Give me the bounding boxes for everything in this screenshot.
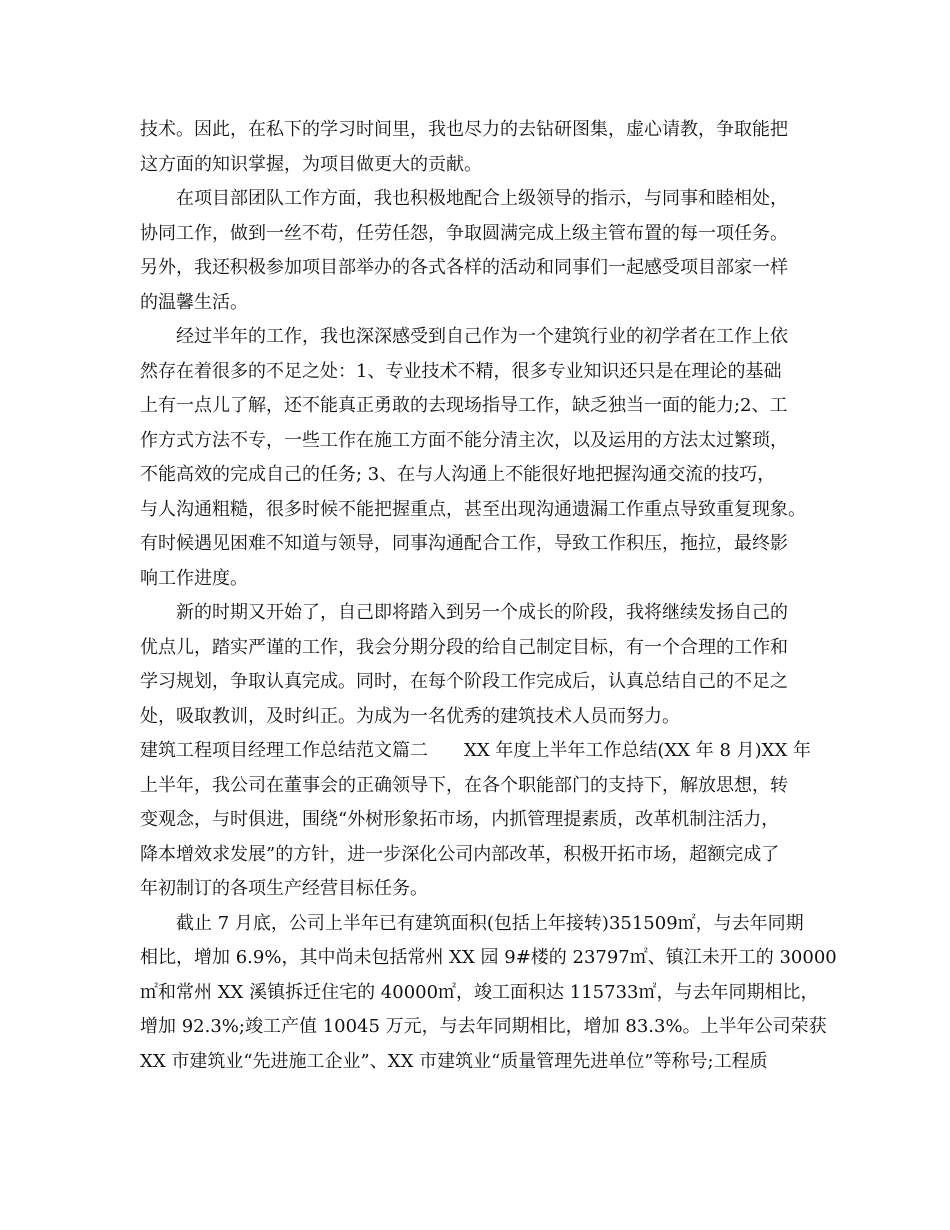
text-line: 变观念，与时俱进，围绕“外树形象拓市场，内抓管理提素质，改革机制注活力， (140, 809, 780, 830)
section-heading-line: 建筑工程项目经理工作总结范文篇二 XX 年度上半年工作总结(XX 年 8 月)XX 年 (140, 740, 811, 761)
text-line: 这方面的知识掌握，为项目做更大的贡献。 (140, 153, 482, 175)
document-body (140, 113, 837, 1079)
text-line: 学习规划，争取认真完成。同时，在每个阶段工作完成后，认真总结自己的不足之 (140, 671, 788, 692)
text-line: 技术。因此，在私下的学习时间里，我也尽力的去钻研图集，虚心请教，争取能把 (140, 119, 788, 140)
text-line: 上半年，我公司在董事会的正确领导下，在各个职能部门的支持下，解放思想，转 (140, 774, 788, 796)
text-line: 经过半年的工作，我也深深感受到自己作为一个建筑行业的初学者在工作上依 (140, 326, 788, 347)
text-line: 另外，我还积极参加项目部举办的各式各样的活动和同事们一起感受项目部家一样 (140, 257, 788, 278)
text-line: 作方式方法不专，一些工作在施工方面不能分清主次，以及运用的方法太过繁琐， (140, 429, 788, 451)
text-line: 不能高效的完成自己的任务; 3、在与人沟通上不能很好地把握沟通交流的技巧， (140, 464, 776, 485)
text-line: XX 市建筑业“先进施工企业”、XX 市建筑业“质量管理先进单位”等称号;工程质 (140, 1050, 768, 1072)
text-line: 上有一点儿了解，还不能真正勇敢的去现场指导工作，缺乏独当一面的能力;2、工 (140, 395, 788, 416)
text-line: 降本增效求发展”的方针，进一步深化公司内部改革，积极开拓市场，超额完成了 (140, 843, 780, 865)
text-line: 响工作进度。 (140, 567, 248, 589)
text-line: ㎡和常州 XX 溪镇拆迁住宅的 40000㎡，竣工面积达 115733㎡，与去年同期相比， (140, 981, 819, 1003)
text-line: 优点儿，踏实严谨的工作，我会分期分段的给自己制定目标，有一个合理的工作和 (140, 636, 788, 658)
text-line: 相比，增加 6.9%，其中尚未包括常州 XX 园 9#楼的 23797㎡、镇江未开工的 30000 (140, 947, 837, 968)
text-line: 处，吸取教训，及时纠正。为成为一名优秀的建筑技术人员而努力。 (140, 705, 680, 727)
text-line: 有时候遇见困难不知道与领导，同事沟通配合工作，导致工作积压，拖拉，最终影 (140, 533, 788, 554)
text-line: 在项目部团队工作方面，我也积极地配合上级领导的指示，与同事和睦相处， (140, 188, 788, 209)
text-line: 然存在着很多的不足之处：1、专业技术不精，很多专业知识还只是在理论的基础 (140, 360, 782, 382)
text-line: 截止 7 月底，公司上半年已有建筑面积(包括上年接转)351509㎡，与去年同期 (140, 912, 804, 934)
text-line: 的温馨生活。 (140, 291, 248, 313)
text-line: 增加 92.3%;竣工产值 10045 万元，与去年同期相比，增加 83.3%。上半年公司荣获 (140, 1016, 827, 1037)
text-line: 协同工作，做到一丝不苟，任劳任怨，争取圆满完成上级主管布置的每一项任务。 (140, 222, 788, 244)
text-line: 年初制订的各项生产经营目标任务。 (140, 878, 428, 899)
text-line: 新的时期又开始了，自己即将踏入到另一个成长的阶段，我将继续发扬自己的 (140, 602, 788, 623)
text-line: 与人沟通粗糙，很多时候不能把握重点，甚至出现沟通遗漏工作重点导致重复现象。 (140, 498, 806, 520)
